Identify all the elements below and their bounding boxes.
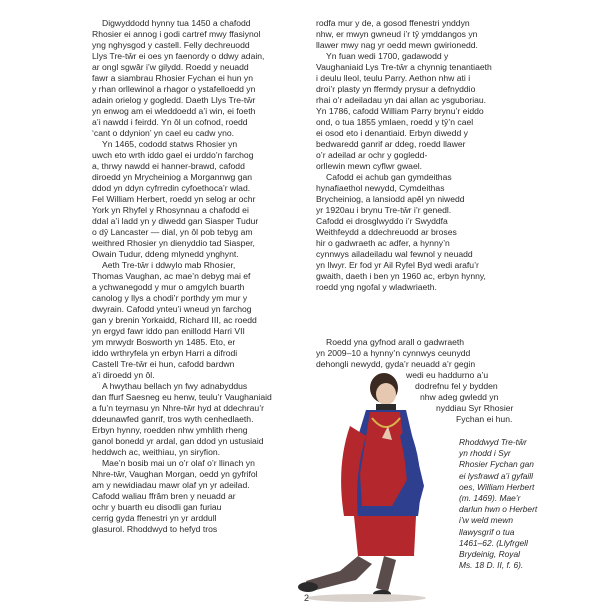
page-number: 2 (303, 593, 309, 603)
kneeling-knight-illustration (296, 366, 466, 606)
paragraph: Yn fuan wedi 1700, gadawodd y Vaughaniaid Lys Tre-tŵr a chynnig tenantiaeth i deulu lleol, teulu Parry. Aethon nhw ati i droi’r plasty yn ffermdy prysur a defnyddio rhai o’r adeiladau yn dai allan ac ysguboriau. Yn 1786, cafodd William Parry brynu’r eiddo ond, o tua 1855 ymlaen, roedd y tŷ’n cael ei osod eto i denantiaid. Erbyn diwedd y bedwaredd ganrif ar ddeg, roedd llawer o’r adeilad ar ochr y gogledd- orllewin mewn cyflwr gwael. (316, 51, 492, 171)
text-line: nyddiau Syr Rhosier (436, 403, 514, 413)
text-line: Roedd yna gyfnod arall o gadwraeth (326, 337, 465, 347)
right-column (316, 18, 530, 293)
paragraph: rodfa mur y de, a gosod ffenestri ynddyn nhw, er mwyn gwneud i’r tŷ ymddangos yn llawer mwy nag yr oedd mewn gwirionedd. (316, 18, 478, 50)
text-line: wedi eu haddurno a’u (406, 370, 489, 380)
left-column (92, 18, 299, 535)
paragraph: Digwyddodd hynny tua 1450 a chafodd Rhosier ei annog i godi cartref mwy ffasiynol yng nghysgod y castell. Felly dechreuodd Llys Tre-tŵr ei oes yn faenordy o ddwy adain, ar ongl sgwâr i’w gilydd. Roedd y neuadd fawr a siambrau Rhosier Fychan ei hun yn y rhan orllewinol a rhagor o ystafelloedd yn adain orielog y gogledd. Daeth Llys Tre-tŵr yn enwog am ei wleddoedd a’i win, ei foeth a’i nawdd i feirdd. Yn ôl un cofnod, roedd ‘cant o ddynion’ yn cael eu cadw yno. (92, 18, 265, 138)
text-line: yn 2009–10 a hynny’n cynnwys ceunydd (316, 348, 471, 358)
paragraph: Yn 1465, cododd statws Rhosier yn uwch eto wrth iddo gael ei urddo’n farchog a, thrwy nawdd ei hanner-brawd, cafodd diroedd yn Mrycheiniog a Morgannwg gan ddod yn ddyn cyfrredin cyfoethoca’r wlad. Fel William Herbert, roedd yn selog ar ochr York yn Rhyfel y Rhosynnau a chafodd ei ddal a’i ladd yn y diwedd gan Siasper Tudur o dŷ Lancaster — dial, yn ôl pob tebyg am weithred Rhosier yn dienyddio tad Siasper, Owain Tudur, ddeng mlynedd ynghynt. (92, 139, 259, 259)
paragraph: Cafodd ei achub gan gymdeithas hynafiaethol newydd, Cymdeithas Brycheiniog, a lansiodd apêl yn niwedd yr 1920au i brynu Tre-tŵr i’r genedl. Cafodd ei drosglwyddo i’r Swyddfa Weithfeydd a ddechreuodd ar broses hir o gadwraeth ac adfer, a hynny’n cynnwys ailadeiladu wal fewnol y neuadd yn llwyr. Er fod yr Ail Ryfel Byd wedi arafu’r gwaith, daeth i ben yn 1960 ac, erbyn hynny, roedd yng ngofal y wladwriaeth. (316, 172, 486, 292)
paragraph: Mae’n bosib mai un o’r olaf o’r llinach yn Nhre-tŵr, Vaughan Morgan, oedd yn gyfrifol am y newidiadau mawr olaf yn yr adeilad. Cafodd waliau ffrâm bren y neuadd ar ochr y buarth eu disodli gan furiau cerrig gyda ffenestri yn yr arddull glasurol. Rhoddwyd to hefyd tros (92, 458, 258, 534)
paragraph: A hwythau bellach yn fwy adnabyddus dan ffurf Saesneg eu henw, teulu’r Vaughaniaid a fu’n teyrnasu yn Nhre-tŵr hyd at ddechrau’r ddeunawfed ganrif, tros wyth cenhedlaeth. Erbyn hynny, roedden nhw ymhlith rheng ganol bonedd yr ardal, gan ddod yn ustusiaid heddwch ac, weithiau, yn siryfion. (92, 381, 272, 457)
text-line: dodrefnu fel y bydden (415, 381, 498, 391)
paragraph: Aeth Tre-tŵr i ddwylo mab Rhosier, Thomas Vaughan, ac mae’n debyg mai ef a ychwanegodd y mur o amgylch buarth canolog y llys a chodi’r porthdy ym mur y dwyrain. Cafodd ynteu’i wneud yn farchog gan y brenin Yorkaidd, Richard III, ac roedd yn ergyd fawr iddo pan enillodd Harri VII ym mrwydr Bosworth yn 1485. Eto, er iddo wrthryfela yn erbyn Harri a difrodi Castell Tre-tŵr ei hun, cafodd bardwn a’i diroedd yn ôl. (92, 260, 257, 380)
text-line: Fychan ei hun. (456, 414, 513, 424)
image-caption: Rhoddwyd Tre-tŵr yn rhodd i Syr Rhosier Fychan gan ei lysfrawd a’i gyfaill oes, William Herbert (m. 1469). Mae’r darlun hwn o Herbert i’w weld mewn llawysgrif o tua 1461–62. (Llyfrgell Brydeinig, Royal Ms. 18 D. II, f. 6). (459, 437, 538, 571)
text-line: dehongli newydd, gyda’r neuadd a’r gegin (316, 359, 476, 369)
text-line: nhw adeg gwledd yn (420, 392, 499, 402)
